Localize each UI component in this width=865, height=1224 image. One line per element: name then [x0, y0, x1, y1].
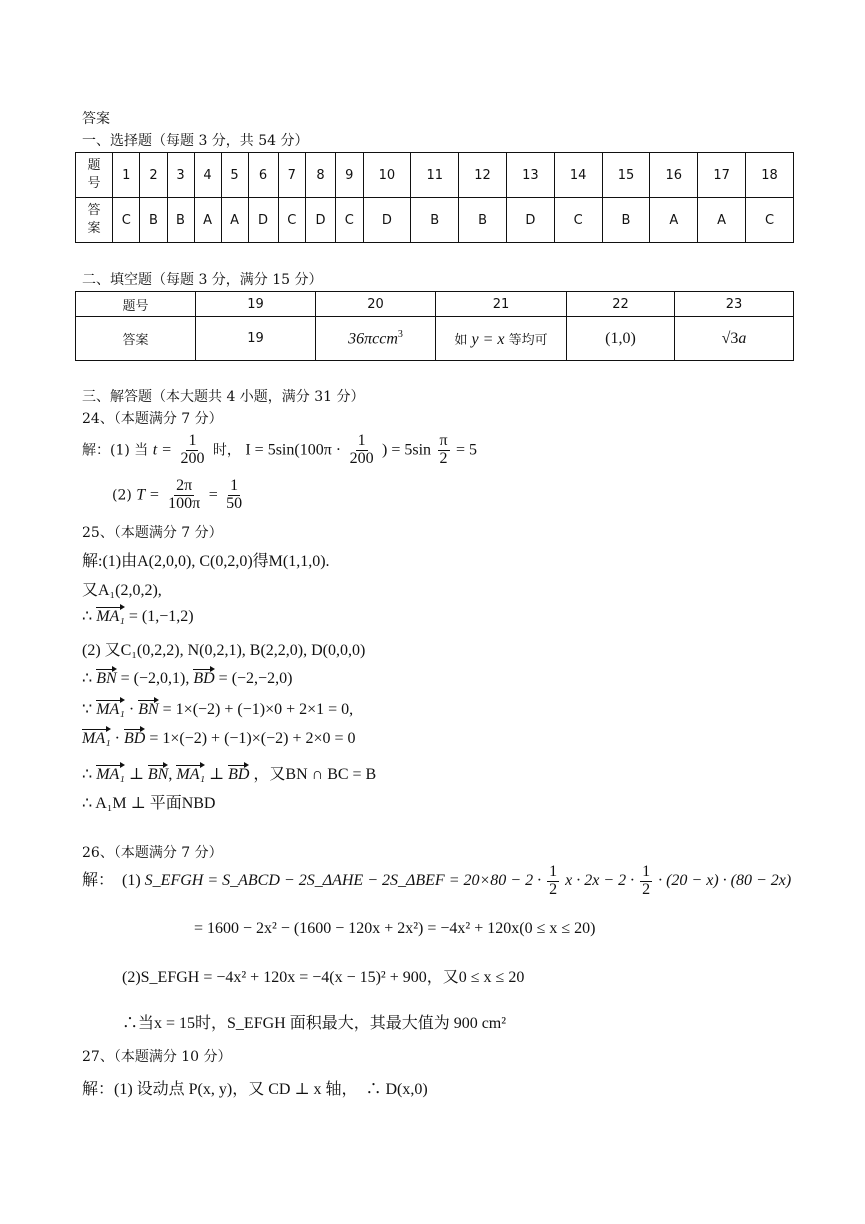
choice-answer-table — [75, 152, 794, 243]
answer-22: (1,0) — [567, 317, 675, 361]
question-number-cell: 4 — [194, 153, 221, 198]
answer-cell: B — [459, 198, 507, 243]
question-number-cell: 8 — [306, 153, 336, 198]
question-number-cell: 9 — [336, 153, 363, 198]
table-row-question-numbers — [76, 292, 794, 317]
answer-cell: A — [194, 198, 221, 243]
q25-line-4: (2) 又C₁(0,2,2), N(0,2,1), B(2,2,0), D(0,0,0) — [82, 642, 366, 659]
question-number-cell: 16 — [650, 153, 698, 198]
section1-heading: 一、选择题（每题 3 分，共 54 分） — [82, 133, 309, 149]
answer-21: 如 y = x 等均可 — [436, 317, 567, 361]
table-row-question-numbers — [76, 153, 794, 198]
question-number-cell: 2 — [140, 153, 167, 198]
fraction: $\frac{1}{2}$ — [549, 863, 558, 898]
q27-heading: 27、（本题满分 10 分） — [82, 1049, 232, 1065]
q25-line-3: ∴ MA₁ = (1,−1,2) — [82, 608, 194, 625]
table-row-answers — [76, 317, 794, 361]
question-number-cell: 3 — [167, 153, 194, 198]
question-number-cell: 10 — [363, 153, 411, 198]
q25-line-5: ∴ BN = (−2,0,1), BD = (−2,−2,0) — [82, 670, 293, 687]
q24-line-1: 解：(1) 当 t = $\frac{1}{200}$ 时， I = 5sin(100π · $\frac{1}{200}$ ) = 5sin $\frac{\pi}{2}$ = 5 — [82, 432, 478, 467]
q25-heading: 25、（本题满分 7 分） — [82, 525, 223, 541]
page-title: 答案 — [82, 111, 110, 127]
question-number-cell: 18 — [746, 153, 794, 198]
fraction: $\frac{\pi}{2}$ — [439, 432, 448, 467]
table-cell: 20 — [316, 292, 436, 317]
q27-line-1: 解：(1) 设动点 P(x, y)，又 CD ⊥ x 轴， ∴ D(x,0) — [82, 1081, 428, 1098]
q26-line-3: (2)S_EFGH = −4x² + 120x = −4(x − 15)² + 900，又0 ≤ x ≤ 20 — [122, 969, 525, 986]
fraction: $\frac{1}{200}$ — [349, 432, 374, 467]
fraction: $\frac{2\pi}{100\pi}$ — [168, 477, 201, 512]
table-cell: 19 — [196, 292, 316, 317]
answer-23: √3a — [675, 317, 794, 361]
answer-cell: D — [506, 198, 554, 243]
section3-heading: 三、解答题（本大题共 4 小题，满分 31 分） — [82, 389, 365, 405]
answer-cell: B — [167, 198, 194, 243]
answer-19: 19 — [196, 317, 316, 361]
q25-line-8: ∴ MA₁ ⊥ BN, MA₁ ⊥ BD ，又BN ∩ BC = B — [82, 766, 377, 783]
answer-label: 答案 — [76, 317, 196, 361]
answer-cell: C — [278, 198, 305, 243]
q24-line-2: (2) T = $\frac{2\pi}{100\pi}$ = $\frac{1}{50}$ — [112, 477, 243, 512]
q24-heading: 24、（本题满分 7 分） — [82, 411, 223, 427]
table-row-answers — [76, 198, 794, 243]
answer-cell: C — [746, 198, 794, 243]
q26-line-2: = 1600 − 2x² − (1600 − 120x + 2x²) = −4x² + 120x(0 ≤ x ≤ 20) — [194, 920, 596, 937]
q25-line-2: 又A₁(2,0,2), — [82, 582, 162, 599]
answer-cell: C — [113, 198, 140, 243]
answer-20: 36πccm$^3$ — [316, 317, 436, 361]
answer-cell: C — [336, 198, 363, 243]
answer-cell: A — [698, 198, 746, 243]
q26-line-4: ∴当x = 15时，S_EFGH 面积最大，其最大值为 900 cm² — [122, 1015, 507, 1032]
answer-cell: D — [363, 198, 411, 243]
fraction: $\frac{1}{50}$ — [226, 477, 243, 512]
q25-line-9: ∴ A₁M ⊥ 平面NBD — [82, 795, 216, 812]
question-number-cell: 7 — [278, 153, 305, 198]
question-number-cell: 6 — [248, 153, 278, 198]
fraction: $\frac{1}{200}$ — [180, 432, 205, 467]
question-number-label: 题号 — [76, 292, 196, 317]
question-number-cell: 17 — [698, 153, 746, 198]
table-cell: 22 — [567, 292, 675, 317]
question-number-cell: 1 — [113, 153, 140, 198]
q25-line-7: MA₁ · BD = 1×(−2) + (−1)×(−2) + 2×0 = 0 — [82, 730, 356, 747]
table-cell: 21 — [436, 292, 567, 317]
table-cell: 23 — [675, 292, 794, 317]
question-number-cell: 12 — [459, 153, 507, 198]
q26-heading: 26、（本题满分 7 分） — [82, 845, 223, 861]
answer-label: 答 案 — [76, 198, 113, 243]
fraction: $\frac{1}{2}$ — [642, 863, 651, 898]
question-number-cell: 14 — [554, 153, 602, 198]
answer-cell: C — [554, 198, 602, 243]
answer-cell: D — [248, 198, 278, 243]
q26-line-1: 解： (1) S_EFGH = S_ABCD − 2S_ΔAHE − 2S_ΔBEF = 20×80 − 2 · $\frac{1}{2}$ x · 2x − 2 · $\frac{1}{2}$ · (20 − x) · (80 − 2x) — [82, 863, 792, 898]
answer-cell: A — [221, 198, 248, 243]
answer-cell: B — [411, 198, 459, 243]
q25-line-6: ∵ MA₁ · BN = 1×(−2) + (−1)×0 + 2×1 = 0, — [82, 701, 354, 718]
question-number-cell: 13 — [506, 153, 554, 198]
answer-cell: A — [650, 198, 698, 243]
answer-cell: B — [602, 198, 650, 243]
question-number-label: 题 号 — [76, 153, 113, 198]
section2-heading: 二、填空题（每题 3 分，满分 15 分） — [82, 272, 323, 288]
question-number-cell: 11 — [411, 153, 459, 198]
fill-answer-table — [75, 291, 794, 361]
question-number-cell: 15 — [602, 153, 650, 198]
question-number-cell: 5 — [221, 153, 248, 198]
answer-cell: B — [140, 198, 167, 243]
answer-cell: D — [306, 198, 336, 243]
q25-line-1: 解:(1)由A(2,0,0), C(0,2,0)得M(1,1,0). — [82, 553, 330, 570]
